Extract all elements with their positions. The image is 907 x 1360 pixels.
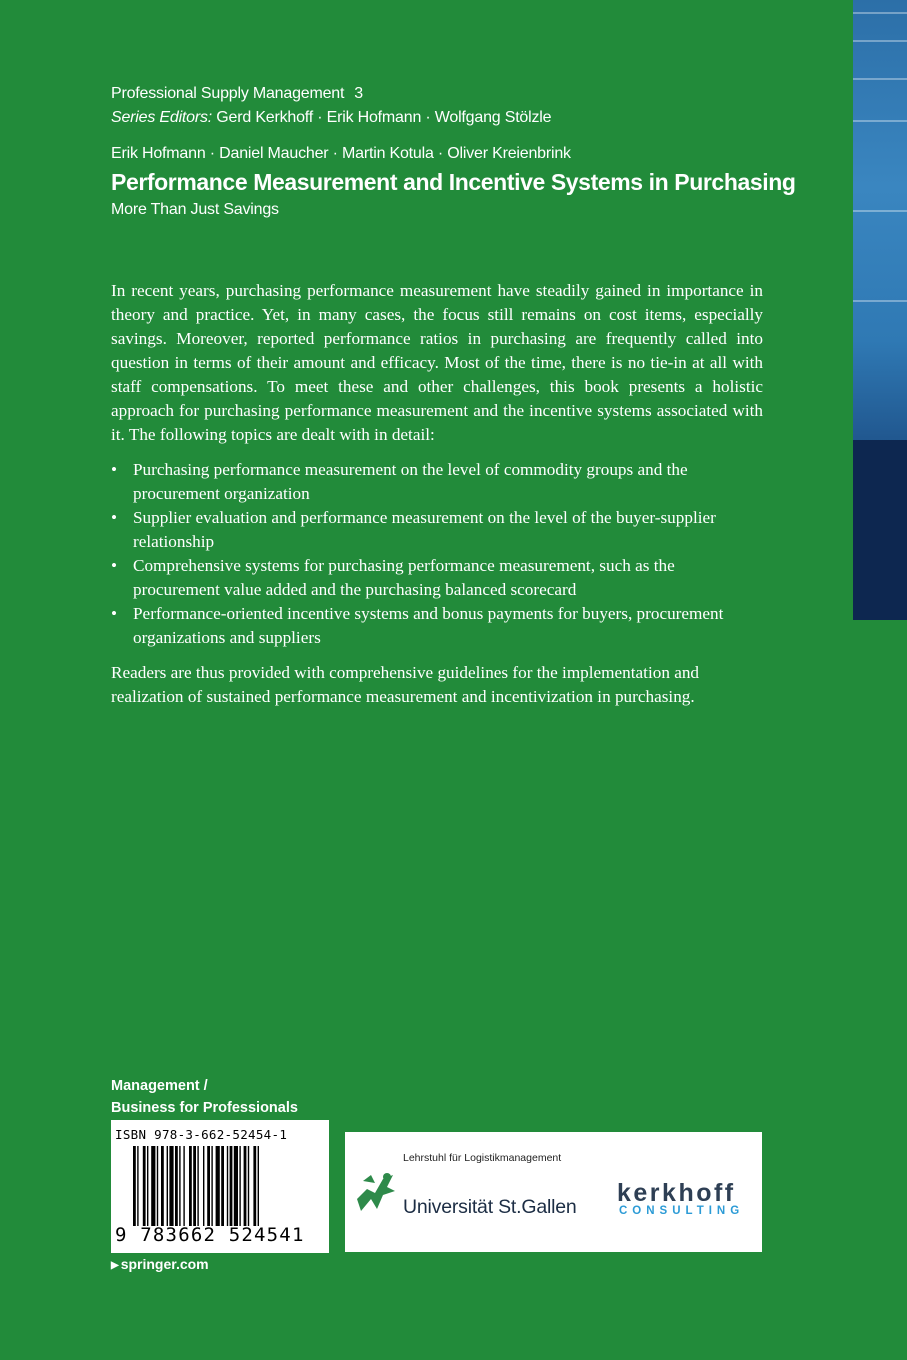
editors-names: Gerd Kerkhoff · Erik Hofmann · Wolfgang Stölzle [216,109,552,126]
publisher-link[interactable] [111,1256,209,1272]
kerkhoff-logo: kerkhoff [617,1179,736,1207]
consulting-text: CONSULTING [619,1205,745,1217]
editors-label: Series Editors: [111,109,213,126]
series-line [111,85,811,103]
springer-url: springer.com [120,1256,209,1272]
arrow-icon: ▶ [111,1260,119,1271]
category-line2: Business for Professionals [111,1100,298,1116]
authors: Erik Hofmann · Daniel Maucher · Martin Kotula · Oliver Kreienbrink [111,145,571,162]
series-number: 3 [354,85,363,102]
bullet-icon: • [111,556,118,575]
book-subtitle: More Than Just Savings [111,201,279,218]
list-item: • Performance-oriented incentive systems and bonus payments for buyers, procurement organizations and suppliers [111,604,724,647]
blurb [111,279,763,709]
closing-paragraph: Readers are thus provided with comprehensive guidelines for the implementation and realization of sustained performance measurement and incentivization in purchasing. [111,663,700,706]
series-title: Professional Supply Management [111,85,345,102]
ean-digits: 9 783662 524541 [115,1224,305,1246]
unisg-logo-icon [353,1169,399,1219]
subject-category [111,1075,298,1119]
university-name: Universität St.Gallen [403,1196,577,1218]
list-item: • Comprehensive systems for purchasing performance measurement, such as the procurement value added and the purchasing balanced scorecard [111,556,675,599]
book-header [111,85,811,219]
partner-logos [345,1132,762,1252]
isbn-text: ISBN 978-3-662-52454-1 [115,1127,288,1142]
series-editors [111,109,811,127]
list-item: • Supplier evaluation and performance measurement on the level of the buyer-supplier relationship [111,508,716,551]
isbn-barcode [111,1120,329,1253]
book-title: Performance Measurement and Incentive Systems in Purchasing [111,169,796,195]
bullet-icon: • [111,604,118,623]
lehrstuhl-text: Lehrstuhl für Logistikmanagement [403,1152,562,1164]
topics-list [111,458,763,650]
bullet-icon: • [111,508,118,527]
barcode-icon [133,1146,325,1226]
bullet-icon: • [111,460,118,479]
intro-paragraph: In recent years, purchasing performance measurement have steadily gained in importance in theory and practice. Yet, in many cases, the focus still remains on cost items, especially savings. Moreover, reported performance ratios in purchasing are frequently called into question in terms of their amount and efficacy. Most of the time, there is no tie-in at all with staff compensations. To meet these and other challenges, this book presents a holistic approach for purchasing performance measurement and the incentive systems associated with it. The following topics are dealt with in detail: [111,281,763,444]
category-line1: Management / [111,1078,208,1094]
list-item: • Purchasing performance measurement on the level of commodity groups and the procurement organization [111,460,688,503]
cover-edge-image [853,0,907,620]
